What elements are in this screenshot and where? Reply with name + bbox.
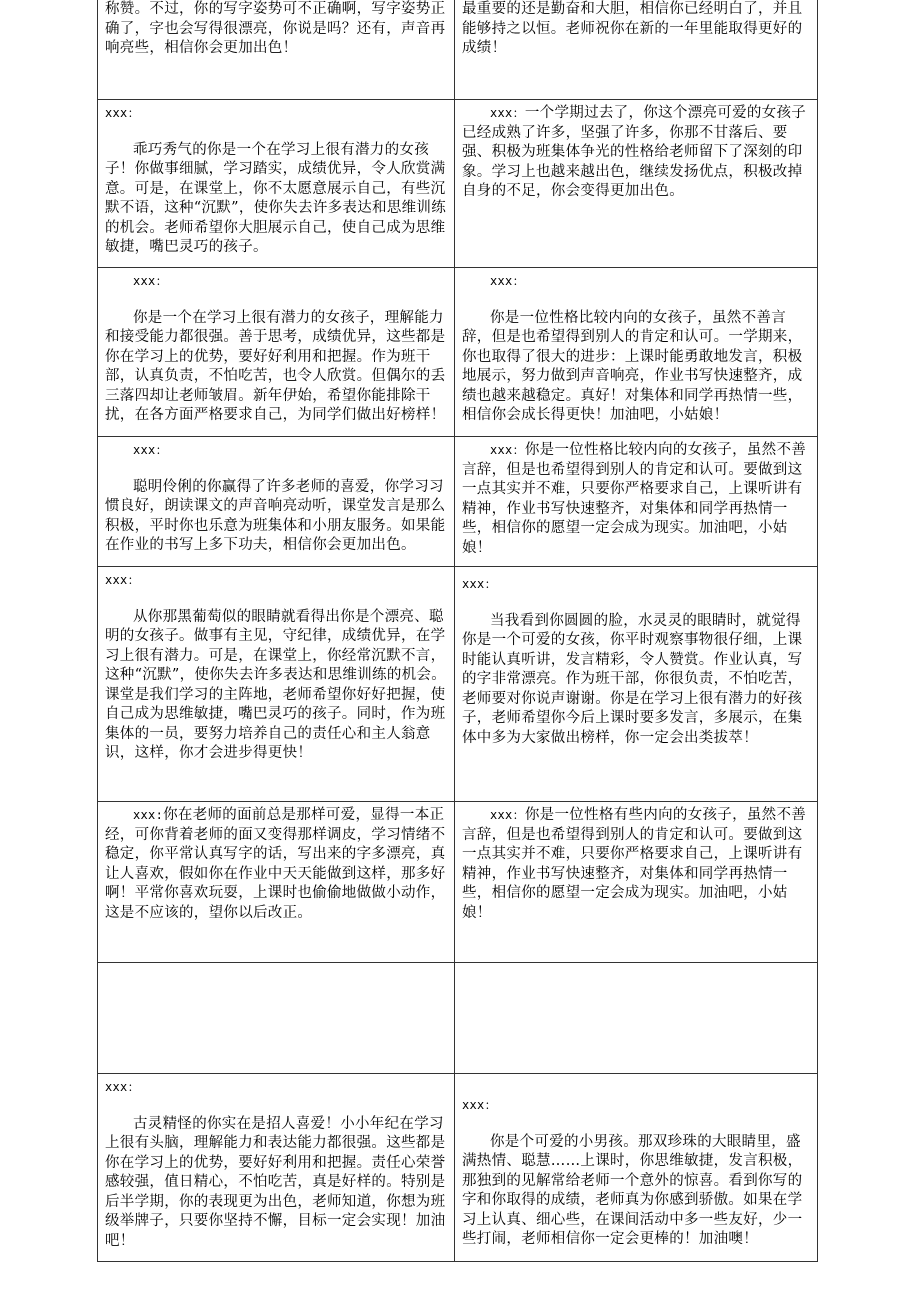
comment-text: 你在老师的面前总是那样可爱，显得一本正经，可你背着老师的面又变得那样调皮，学习情绪不稳定，你平常认真写字的话，写出来的字多漂亮，真让人喜欢，假如你在作业中天天能做到这样，那多好啊！平常你喜欢玩耍，上课时也偷偷地做做小动作，这是不应该的，望你以后改正。 [105, 807, 446, 921]
comment-paragraph [462, 441, 811, 558]
student-name: xxx： [133, 443, 168, 457]
empty-cell [455, 963, 818, 1074]
comment-text: 一个学期过去了，你这个漂亮可爱的女孩子已经成熟了许多，坚强了许多，你那不甘落后、要强、积极为班集体争光的性格给老师留下了深刻的印象。学习上也越来越出色，继续发扬优点，积极改掉自身的不足，你会变得更加出色。 [462, 105, 807, 199]
student-name: xxx： [490, 274, 525, 288]
comment-text: 你是个可爱的小男孩。那双珍珠的大眼睛里，盛满热情、聪慧……上课时，你思维敏捷，发言积极，那独到的见解常给老师一个意外的惊喜。看到你写的字和你取得的成绩，老师真为你感到骄傲。如果在学习上认真、细心些，在课间活动中多一些友好，少一些打闹，老师相信你一定会更棒的！加油噢！ [462, 1133, 803, 1247]
comment-paragraph [462, 806, 811, 923]
comment-cell [97, 802, 455, 963]
student-name: xxx： [105, 106, 140, 120]
student-name: xxx： [462, 1098, 497, 1112]
comment-text: 最重要的还是勤奋和大胆，相信你已经明白了，并且能够持之以恒。老师祝你在新的一年里能取得更好的成绩！ [462, 1, 803, 56]
student-name: xxx： [490, 106, 525, 120]
comment-text: 乖巧秀气的你是一个在学习上很有潜力的女孩子！你做事细腻，学习踏实，成绩优异，令人欣赏满意。可是，在课堂上，你不太愿意展示自己，有些沉默不语，这种“沉默”，使你失去许多表达和思维训练的机会。老师希望你大胆展示自己，使自己成为思维敏捷，嘴巴灵巧的孩子。 [105, 141, 447, 255]
comment-paragraph [462, 104, 811, 202]
comment-cell [97, 100, 455, 268]
student-name: xxx: [133, 808, 164, 822]
student-name: xxx： [105, 573, 140, 587]
student-name: xxx： [133, 274, 168, 288]
comment-cell [97, 0, 455, 100]
comment-cell [455, 1074, 818, 1262]
empty-cell [97, 963, 455, 1074]
comment-table [97, 0, 818, 1262]
student-name: xxx： [105, 1080, 140, 1094]
comment-cell [455, 100, 818, 268]
comment-cell [455, 0, 818, 100]
comment-cell [97, 1074, 455, 1262]
comment-text: 你是一个在学习上很有潜力的女孩子，理解能力和接受能力都很强。善于思考，成绩优异，这些都是你在学习上的优势，要好好利用和把握。作为班干部，认真负责，不怕吃苦，也令人欣赏。但偶尔的丢三落四却让老师皱眉。新年伊始，希望你能排除干扰，在各方面严格要求自己，为同学们做出好榜样！ [105, 309, 446, 423]
comment-text: 称赞。不过，你的写字姿势可不正确啊，写字姿势正确了，字也会写得很漂亮，你说是吗？还有，声音再响亮些，相信你会更加出色！ [105, 1, 446, 56]
student-name: xxx： [490, 443, 525, 457]
comment-text: 你是一位性格比较内向的女孩子，虽然不善言辞，但是也希望得到别人的肯定和认可。要做到这一点其实并不难，只要你严格要求自己，上课听讲有精神，作业书写快速整齐，对集体和同学再热情一些，相信你的愿望一定会成为现实。加油吧，小姑娘！ [462, 442, 807, 556]
comment-text: 从你那黑葡萄似的眼睛就看得出你是个漂亮、聪明的女孩子。做事有主见，守纪律，成绩优异，在学习上很有潜力。可是，在课堂上，你经常沉默不言，这种“沉默”，使你失去许多表达和思维训练的机会。课堂是我们学习的主阵地，老师希望你好好把握，使自己成为思维敏捷，嘴巴灵巧的孩子。同时，作为班集体的一员，要努力培养自己的责任心和主人翁意识，这样，你才会进步得更快！ [105, 608, 447, 761]
comment-text: 聪明伶俐的你赢得了许多老师的喜爱，你学习习惯良好，朗读课文的声音响亮动听，课堂发言是那么积极，平时你也乐意为班集体和小朋友服务。如果能在作业的书写上多下功夫，相信你会更加出色。 [105, 478, 446, 553]
comment-cell [97, 268, 455, 437]
comment-cell [455, 802, 818, 963]
comment-text: 当我看到你圆圆的脸，水灵灵的眼睛时，就觉得你是一个可爱的女孩，你平时观察事物很仔细，上课时能认真听讲，发言精彩，令人赞赏。作业认真，写的字非常漂亮。作为班干部，你很负责，不怕吃苦，老师要对你说声谢谢。你是在学习上很有潜力的好孩子，老师希望你今后上课时要多发言，多展示，在集体中多为大家做出榜样，你一定会出类拔萃！ [462, 612, 803, 746]
comment-text: 你是一位性格比较内向的女孩子，虽然不善言辞，但是也希望得到别人的肯定和认可。一学期来，你也取得了很大的进步：上课时能勇敢地发言，积极地展示，努力做到声音响亮，作业书写快速整齐，成绩也越来越稳定。真好！对集体和同学再热情一些，相信你会成长得更快！加油吧，小姑娘！ [462, 309, 803, 423]
comment-cell [455, 567, 818, 802]
comment-cell [455, 268, 818, 437]
student-name: xxx： [462, 577, 497, 591]
comment-cell [97, 567, 455, 802]
comment-text: 你是一位性格有些内向的女孩子，虽然不善言辞，但是也希望得到别人的肯定和认可。要做到这一点其实并不难，只要你严格要求自己，上课听讲有精神，作业书写快速整齐，对集体和同学再热情一些，相信你的愿望一定会成为现实。加油吧，小姑娘！ [462, 807, 807, 921]
comment-paragraph [105, 806, 448, 923]
student-name: xxx： [490, 808, 525, 822]
comment-text: 古灵精怪的你实在是招人喜爱！小小年纪在学习上很有头脑，理解能力和表达能力都很强。这些都是你在学习上的优势，要好好利用和把握。责任心荣誉感较强，值日精心，不怕吃苦，真是好样的。特别是后半学期，你的表现更为出色，老师知道，你想为班级举牌子，只要你坚持不懈，目标一定会实现！加油吧！ [105, 1115, 446, 1249]
comment-cell [455, 437, 818, 567]
comment-cell [97, 437, 455, 567]
